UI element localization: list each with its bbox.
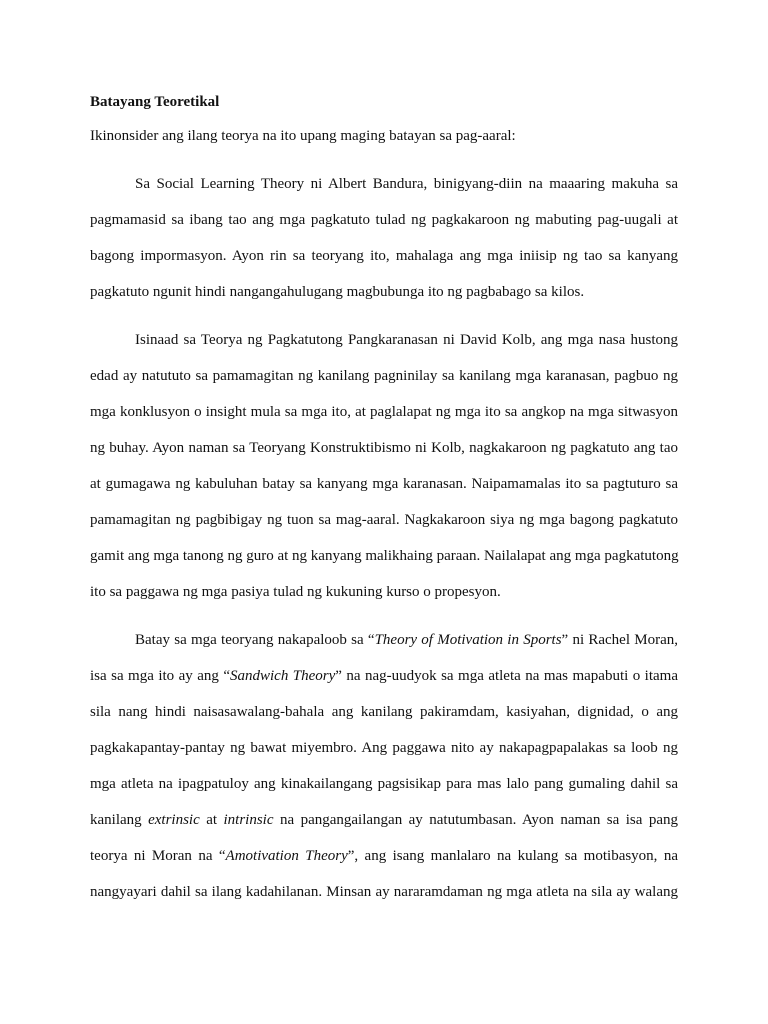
paragraph-line: mga konklusyon o insight mula sa mga ito, at paglalapat ng mga ito sa angkop na mga sitwasyon xyxy=(90,404,678,420)
text-run: teorya ni Moran na “ xyxy=(90,848,226,864)
text-run: ”, ang isang manlalaro na kulang sa motibasyon, na xyxy=(347,848,678,864)
paragraph-line xyxy=(90,666,678,686)
paragraph-line xyxy=(135,630,678,650)
italic-title: Theory of Motivation in Sports xyxy=(374,632,562,648)
paragraph-line: gamit ang mga tanong ng guro at ng kanyang malikhaing paraan. Nailalapat ang mga pagkatutong xyxy=(90,548,679,564)
paragraph-line: pagkatuto ngunit hindi nangangahulugang magbubunga ito ng pagbabago sa kilos. xyxy=(90,284,585,300)
paragraph-line: edad ay natututo sa pamamagitan ng kanilang pagninilay sa kanilang mga karanasan, pagbuo ng xyxy=(90,368,678,384)
paragraph-line xyxy=(90,846,678,866)
paragraph-line: sila nang hindi naisasawalang-bahala ang kanilang pakiramdam, kasiyahan, dignidad, o ang xyxy=(90,704,678,720)
paragraph-line: Sa Social Learning Theory ni Albert Bandura, binigyang-diin na maaaring makuha sa xyxy=(135,176,678,192)
paragraph-line: at gumagawa ng kabuluhan batay sa kanyang mga karanasan. Naipamamalas ito sa pagtuturo sa xyxy=(90,476,678,492)
paragraph-line xyxy=(90,810,678,830)
paragraph-line: nangyayari dahil sa ilang kadahilanan. Minsan ay nararamdaman ng mga atleta na sila ay walang xyxy=(90,884,678,900)
paragraph-line: ng buhay. Ayon naman sa Teoryang Konstruktibismo ni Kolb, nagkakaroon ng pagkatuto ang tao xyxy=(90,440,678,456)
text-run: ” ni Rachel Moran, xyxy=(561,632,678,648)
paragraph-line: pamamagitan ng pagbibigay ng tuon sa mag-aaral. Nagkakaroon siya ng mga bagong pagkatuto xyxy=(90,512,678,528)
text-run: Batay sa mga teoryang nakapaloob sa “ xyxy=(135,632,375,648)
italic-term: extrinsic xyxy=(148,812,200,828)
paragraph-line: pagmamasid sa ibang tao ang mga pagkatuto tulad ng pagkakaroon ng mabuting pag-uugali at xyxy=(90,212,678,228)
paragraph-line: mga atleta na ipagpatuloy ang kinakailangang pagsisikap para mas lalo pang gumaling dahil sa xyxy=(90,776,678,792)
paragraph-line: Isinaad sa Teorya ng Pagkatutong Pangkaranasan ni David Kolb, ang mga nasa hustong xyxy=(135,332,678,348)
paragraph-line: pagkakapantay-pantay ng bawat miyembro. Ang paggawa nito ay nakapagpapalakas sa loob ng xyxy=(90,740,678,756)
paragraph-line: ito sa paggawa ng mga pasiya tulad ng kukuning kurso o propesyon. xyxy=(90,584,501,600)
italic-title: Sandwich Theory xyxy=(230,668,336,684)
italic-term: intrinsic xyxy=(223,812,274,828)
text-run: isa sa mga ito ay ang “ xyxy=(90,668,230,684)
section-heading: Batayang Teoretikal xyxy=(90,94,220,110)
text-run: at xyxy=(199,812,224,828)
intro-sentence: Ikinonsider ang ilang teorya na ito upang maging batayan sa pag-aaral: xyxy=(90,128,516,144)
text-run: ” na nag-uudyok sa mga atleta na mas mapabuti o itama xyxy=(335,668,678,684)
italic-title: Amotivation Theory xyxy=(225,848,348,864)
paragraph-line: bagong impormasyon. Ayon rin sa teoryang ito, mahalaga ang mga iniisip ng tao sa kanyang xyxy=(90,248,678,264)
text-run: kanilang xyxy=(90,812,149,828)
text-run: na pangangailangan ay natutumbasan. Ayon naman sa isa pang xyxy=(273,812,678,828)
